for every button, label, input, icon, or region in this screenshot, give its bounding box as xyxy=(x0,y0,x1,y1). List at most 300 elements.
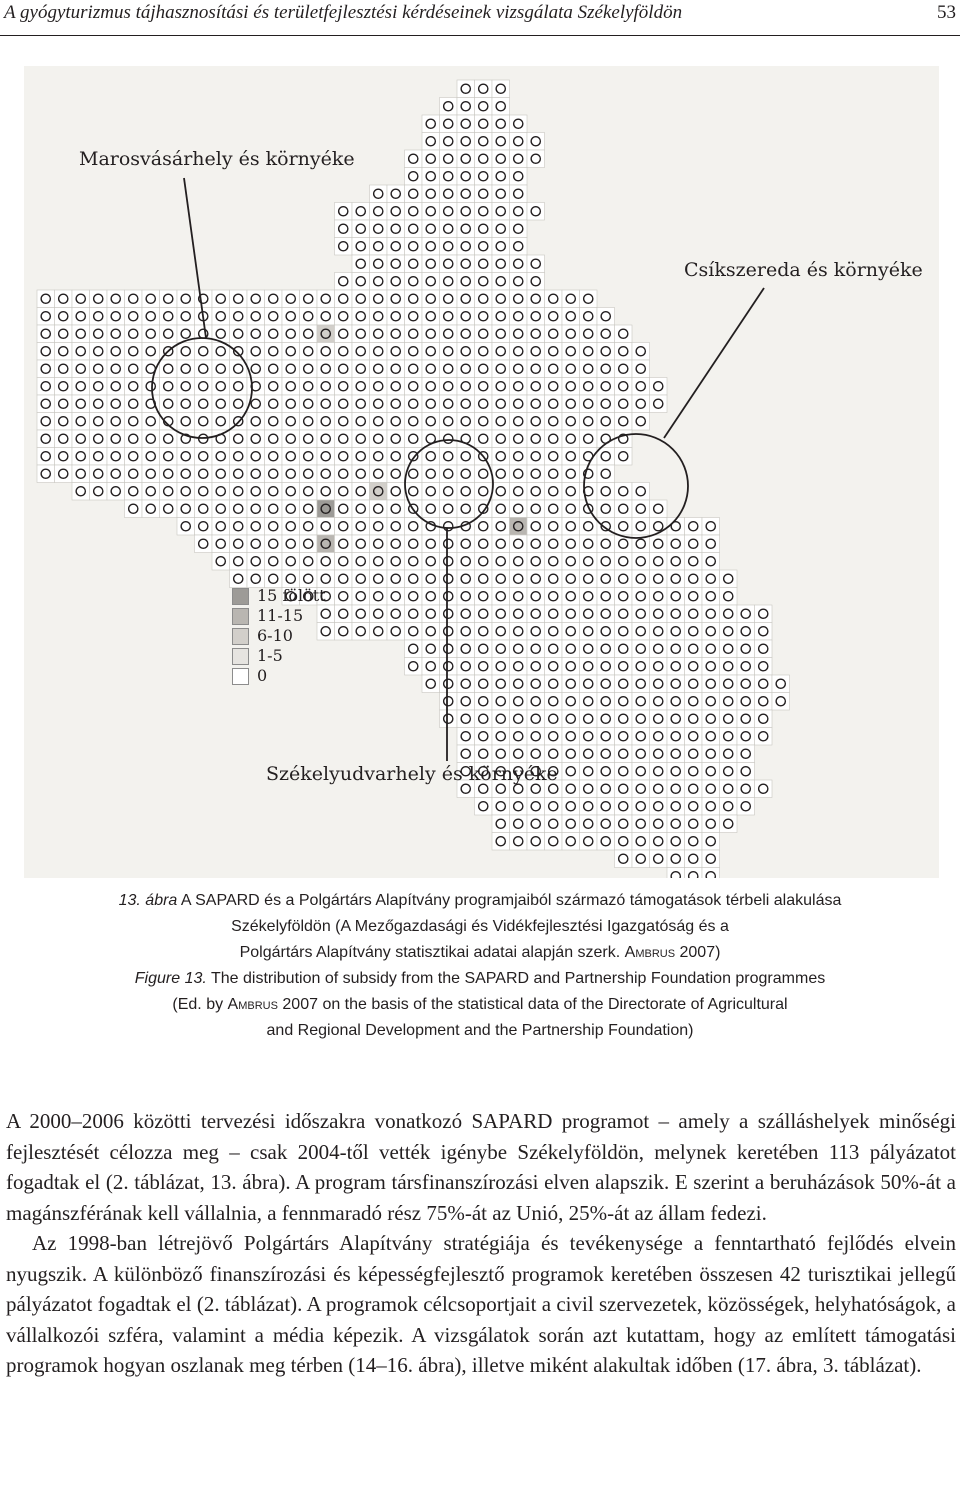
grid-cell xyxy=(230,553,248,571)
grid-cell xyxy=(650,728,668,746)
grid-cell xyxy=(352,518,370,536)
grid-cell xyxy=(457,133,475,151)
legend-swatch xyxy=(232,588,249,605)
grid-cell xyxy=(702,693,720,711)
grid-cell xyxy=(562,798,580,816)
grid-cell xyxy=(107,395,125,413)
grid-cell xyxy=(282,500,300,518)
grid-cell xyxy=(562,308,580,326)
grid-cell xyxy=(720,745,738,763)
grid-cell xyxy=(72,483,90,501)
grid-cell xyxy=(492,605,510,623)
grid-cell xyxy=(562,780,580,798)
grid-cell xyxy=(142,448,160,466)
grid-cell xyxy=(247,430,265,448)
grid-cell xyxy=(387,308,405,326)
grid-cell xyxy=(597,780,615,798)
grid-cell xyxy=(387,623,405,641)
grid-cell xyxy=(422,605,440,623)
grid-cell xyxy=(667,675,685,693)
csikszereda-pointer xyxy=(664,288,764,438)
grid-cell xyxy=(755,728,773,746)
grid-cell xyxy=(387,343,405,361)
grid-cell xyxy=(370,465,388,483)
grid-cell xyxy=(370,308,388,326)
grid-cell xyxy=(335,395,353,413)
grid-cell xyxy=(545,675,563,693)
grid-cell xyxy=(475,220,493,238)
grid-cell xyxy=(387,238,405,256)
grid-cell xyxy=(405,255,423,273)
grid-cell xyxy=(562,833,580,851)
grid-cell xyxy=(510,518,528,536)
grid-cell xyxy=(440,238,458,256)
grid-cell xyxy=(615,658,633,676)
grid-cell xyxy=(545,343,563,361)
grid-cell xyxy=(667,850,685,868)
grid-cell xyxy=(580,693,598,711)
grid-cell xyxy=(755,780,773,798)
grid-cell xyxy=(615,360,633,378)
grid-cell xyxy=(562,693,580,711)
grid-cell xyxy=(230,395,248,413)
grid-cell xyxy=(597,395,615,413)
grid-cell xyxy=(317,308,335,326)
grid-cell xyxy=(230,570,248,588)
grid-cell xyxy=(615,343,633,361)
grid-cell xyxy=(650,623,668,641)
grid-cell xyxy=(580,360,598,378)
grid-cell xyxy=(492,413,510,431)
grid-cell xyxy=(545,308,563,326)
grid-cell xyxy=(72,308,90,326)
grid-cell xyxy=(475,693,493,711)
grid-cell xyxy=(440,483,458,501)
grid-cell xyxy=(195,413,213,431)
grid-cell xyxy=(562,413,580,431)
grid-cell xyxy=(580,710,598,728)
grid-cell xyxy=(90,448,108,466)
grid-cell xyxy=(440,203,458,221)
grid-cell xyxy=(300,343,318,361)
grid-cell xyxy=(212,290,230,308)
grid-cell xyxy=(475,378,493,396)
grid-cell xyxy=(72,378,90,396)
grid-cell xyxy=(545,640,563,658)
grid-cell xyxy=(632,378,650,396)
grid-cell xyxy=(510,710,528,728)
caption-hu-text: Polgártárs Alapítvány statisztikai adatai alapján szerk. xyxy=(239,944,625,961)
grid-cell xyxy=(615,798,633,816)
grid-cell xyxy=(405,290,423,308)
grid-cell xyxy=(90,325,108,343)
grid-cell xyxy=(387,465,405,483)
grid-cell xyxy=(597,360,615,378)
grid-cell xyxy=(90,343,108,361)
grid-cell xyxy=(475,255,493,273)
grid-cell xyxy=(107,308,125,326)
grid-cell xyxy=(527,798,545,816)
grid-cell xyxy=(335,430,353,448)
grid-cell xyxy=(55,448,73,466)
grid-cell xyxy=(475,80,493,98)
grid-cell xyxy=(247,535,265,553)
grid-cell xyxy=(422,658,440,676)
grid-cell xyxy=(422,465,440,483)
grid-cell xyxy=(702,535,720,553)
grid-cell xyxy=(667,763,685,781)
grid-cell xyxy=(90,290,108,308)
grid-cell xyxy=(545,413,563,431)
grid-cell xyxy=(440,308,458,326)
grid-cell xyxy=(720,798,738,816)
grid-cell xyxy=(55,465,73,483)
grid-cell xyxy=(492,570,510,588)
grid-cell xyxy=(720,763,738,781)
grid-cell xyxy=(650,500,668,518)
grid-cell xyxy=(510,150,528,168)
grid-cell xyxy=(562,430,580,448)
grid-cell xyxy=(492,518,510,536)
grid-cell xyxy=(492,273,510,291)
legend-label: 1-5 xyxy=(257,646,283,665)
grid-cell xyxy=(440,658,458,676)
grid-cell xyxy=(580,413,598,431)
grid-cell xyxy=(317,343,335,361)
grid-cell xyxy=(370,518,388,536)
grid-cell xyxy=(405,220,423,238)
grid-cell xyxy=(335,238,353,256)
grid-cell xyxy=(650,763,668,781)
grid-cell xyxy=(527,728,545,746)
grid-cell xyxy=(615,483,633,501)
grid-cell xyxy=(107,465,125,483)
grid-cell xyxy=(335,325,353,343)
grid-cell xyxy=(422,325,440,343)
grid-cell xyxy=(352,220,370,238)
grid-cell xyxy=(370,325,388,343)
grid-cell xyxy=(720,728,738,746)
grid-cell xyxy=(440,255,458,273)
grid-cell xyxy=(335,623,353,641)
grid-cell xyxy=(212,395,230,413)
grid-cell xyxy=(230,483,248,501)
grid-cell xyxy=(317,465,335,483)
grid-cell xyxy=(335,203,353,221)
grid-cell xyxy=(440,710,458,728)
grid-cell xyxy=(702,588,720,606)
grid-cell xyxy=(562,535,580,553)
grid-cell xyxy=(387,220,405,238)
grid-cell xyxy=(457,273,475,291)
grid-cell xyxy=(247,378,265,396)
grid-cell xyxy=(510,465,528,483)
grid-cell xyxy=(352,535,370,553)
grid-cell xyxy=(440,535,458,553)
grid-cell xyxy=(527,833,545,851)
grid-cell xyxy=(562,395,580,413)
legend-swatch xyxy=(232,608,249,625)
grid-cell xyxy=(545,518,563,536)
grid-cell xyxy=(72,448,90,466)
grid-cell xyxy=(422,115,440,133)
grid-cell xyxy=(247,343,265,361)
grid-cell xyxy=(142,290,160,308)
grid-cell xyxy=(405,623,423,641)
grid-cell xyxy=(720,693,738,711)
grid-cell xyxy=(300,290,318,308)
grid-cell xyxy=(300,378,318,396)
grid-cell xyxy=(492,658,510,676)
grid-cell xyxy=(632,710,650,728)
grid-cell xyxy=(667,728,685,746)
caption-en-line: and Regional Development and the Partnership Foundation) xyxy=(266,1022,694,1039)
grid-cell xyxy=(615,693,633,711)
grid-cell xyxy=(650,588,668,606)
grid-cell xyxy=(650,640,668,658)
grid-cell xyxy=(475,658,493,676)
grid-cell xyxy=(335,413,353,431)
grid-cell xyxy=(457,413,475,431)
grid-cell xyxy=(125,308,143,326)
grid-cell xyxy=(492,815,510,833)
grid-cell xyxy=(527,395,545,413)
grid-cell xyxy=(632,553,650,571)
grid-cell xyxy=(300,413,318,431)
grid-cell xyxy=(370,395,388,413)
grid-cell xyxy=(107,325,125,343)
grid-cell xyxy=(632,413,650,431)
grid-cell xyxy=(212,308,230,326)
grid-cell xyxy=(440,150,458,168)
grid-cell xyxy=(55,343,73,361)
grid-cell xyxy=(405,185,423,203)
grid-cell xyxy=(492,133,510,151)
grid-cell xyxy=(160,308,178,326)
figure-caption-en xyxy=(0,966,960,1044)
grid-cell xyxy=(282,343,300,361)
grid-cell xyxy=(527,203,545,221)
grid-cell xyxy=(510,483,528,501)
grid-cell xyxy=(440,413,458,431)
grid-cell xyxy=(720,605,738,623)
grid-cell xyxy=(212,518,230,536)
grid-cell xyxy=(527,430,545,448)
grid-cell xyxy=(352,448,370,466)
grid-cell xyxy=(335,220,353,238)
grid-cell xyxy=(107,360,125,378)
grid-cell xyxy=(510,395,528,413)
grid-cell xyxy=(317,500,335,518)
grid-cell xyxy=(737,745,755,763)
grid-cell xyxy=(387,448,405,466)
grid-cell xyxy=(580,798,598,816)
grid-cell xyxy=(457,360,475,378)
caption-figure-number: 13. xyxy=(118,892,146,909)
grid-cell xyxy=(720,675,738,693)
grid-cell xyxy=(370,430,388,448)
grid-cell xyxy=(230,430,248,448)
grid-cell xyxy=(527,518,545,536)
grid-cell xyxy=(510,343,528,361)
grid-cell xyxy=(422,535,440,553)
grid-cell xyxy=(90,378,108,396)
grid-cell xyxy=(422,168,440,186)
grid-cell xyxy=(510,273,528,291)
grid-cell xyxy=(492,150,510,168)
grid-cell xyxy=(440,185,458,203)
grid-cell xyxy=(195,395,213,413)
figure-caption-hu xyxy=(0,888,960,966)
grid-cell xyxy=(160,290,178,308)
grid-cell xyxy=(545,448,563,466)
grid-cell xyxy=(632,815,650,833)
grid-cell xyxy=(475,360,493,378)
grid-cell xyxy=(457,465,475,483)
grid-cell xyxy=(667,868,685,879)
grid-cell xyxy=(352,325,370,343)
grid-cell xyxy=(527,150,545,168)
grid-cell xyxy=(667,623,685,641)
grid-cell xyxy=(300,325,318,343)
grid-cell xyxy=(352,570,370,588)
grid-cell xyxy=(737,658,755,676)
grid-cell xyxy=(440,325,458,343)
grid-cell xyxy=(667,535,685,553)
grid-cell xyxy=(160,483,178,501)
grid-cell xyxy=(527,693,545,711)
grid-cell xyxy=(475,745,493,763)
grid-cell xyxy=(667,693,685,711)
grid-cell xyxy=(387,570,405,588)
grid-cell xyxy=(37,448,55,466)
grid-cell xyxy=(265,343,283,361)
grid-cell xyxy=(580,553,598,571)
grid-cell xyxy=(265,535,283,553)
grid-cell xyxy=(632,623,650,641)
grid-cell xyxy=(352,378,370,396)
grid-cell xyxy=(510,588,528,606)
grid-cell xyxy=(177,518,195,536)
grid-cell xyxy=(457,378,475,396)
grid-cell xyxy=(667,553,685,571)
grid-cell xyxy=(282,535,300,553)
grid-cell xyxy=(632,850,650,868)
grid-cell xyxy=(475,273,493,291)
grid-cell xyxy=(562,815,580,833)
grid-cell xyxy=(702,518,720,536)
grid-cell xyxy=(195,290,213,308)
grid-cell xyxy=(615,500,633,518)
grid-cell xyxy=(317,325,335,343)
grid-cell xyxy=(510,238,528,256)
grid-cell xyxy=(720,588,738,606)
grid-cell xyxy=(177,290,195,308)
grid-cell xyxy=(615,728,633,746)
grid-cell xyxy=(475,115,493,133)
grid-cell xyxy=(597,343,615,361)
caption-figure-word: ábra xyxy=(145,892,178,909)
grid-cell xyxy=(142,378,160,396)
grid-cell xyxy=(370,220,388,238)
grid-cell xyxy=(72,395,90,413)
grid-cell xyxy=(510,658,528,676)
grid-cell xyxy=(370,360,388,378)
grid-cell xyxy=(247,465,265,483)
grid-cell xyxy=(615,745,633,763)
grid-cell xyxy=(282,570,300,588)
grid-cell xyxy=(422,185,440,203)
grid-cell xyxy=(230,465,248,483)
grid-cell xyxy=(317,448,335,466)
grid-cell xyxy=(405,658,423,676)
grid-cell xyxy=(562,570,580,588)
grid-cell xyxy=(317,518,335,536)
grid-cell xyxy=(545,325,563,343)
grid-cell xyxy=(370,588,388,606)
grid-cell xyxy=(667,640,685,658)
grid-cell xyxy=(177,465,195,483)
grid-cell xyxy=(335,273,353,291)
grid-cell xyxy=(475,430,493,448)
grid-cell xyxy=(265,483,283,501)
grid-cell xyxy=(405,448,423,466)
grid-cell xyxy=(755,658,773,676)
grid-cell xyxy=(440,220,458,238)
grid-cell xyxy=(72,430,90,448)
grid-cell xyxy=(265,448,283,466)
grid-cell xyxy=(300,360,318,378)
grid-cell xyxy=(335,378,353,396)
grid-cell xyxy=(580,658,598,676)
grid-cell xyxy=(527,290,545,308)
grid-cell xyxy=(405,168,423,186)
grid-cell xyxy=(545,500,563,518)
grid-cell xyxy=(562,745,580,763)
grid-cell xyxy=(597,798,615,816)
grid-cell xyxy=(212,535,230,553)
grid-cell xyxy=(265,465,283,483)
grid-cell xyxy=(562,448,580,466)
grid-cell xyxy=(37,395,55,413)
grid-cell xyxy=(527,500,545,518)
grid-cell xyxy=(562,553,580,571)
grid-cell xyxy=(702,623,720,641)
grid-cell xyxy=(457,220,475,238)
grid-cell xyxy=(457,588,475,606)
grid-cell xyxy=(667,833,685,851)
grid-cell xyxy=(405,570,423,588)
grid-cell xyxy=(510,798,528,816)
grid-cell xyxy=(667,588,685,606)
grid-cell xyxy=(247,518,265,536)
grid-cell xyxy=(405,535,423,553)
grid-cell xyxy=(615,448,633,466)
grid-cell xyxy=(580,570,598,588)
grid-cell xyxy=(160,430,178,448)
grid-cell xyxy=(510,133,528,151)
grid-cell xyxy=(545,623,563,641)
grid-cell xyxy=(422,623,440,641)
grid-cell xyxy=(492,430,510,448)
grid-cell xyxy=(125,500,143,518)
grid-cell xyxy=(457,343,475,361)
grid-cell xyxy=(387,203,405,221)
grid-cell xyxy=(90,360,108,378)
grid-cell xyxy=(300,395,318,413)
grid-cell xyxy=(107,413,125,431)
grid-cell xyxy=(562,763,580,781)
